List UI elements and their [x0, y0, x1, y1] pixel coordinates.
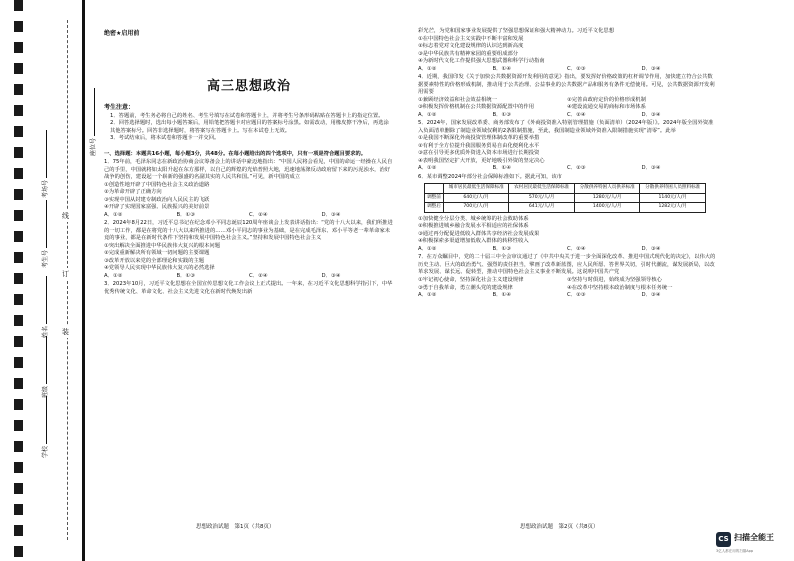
statement-item: ①兼顾经济效益和社会效益相统一	[418, 96, 497, 103]
statement-item: ②为革命开辟了正确方向	[104, 189, 162, 196]
option-b: B．①③	[492, 111, 511, 118]
option-b: B．①③	[492, 245, 511, 252]
answer-options	[418, 292, 716, 300]
table-header: 农村居民最低生活保障标准	[509, 184, 575, 194]
question-stem: 2．2024年8月22日，习近平总书记在纪念邓小平同志诞辰120周年座谈会上发表讲话指出：“党的十八大以来，我们所推进的一切工作，都是在将党的十八大以来所推进的……邓小平同志的事业为基础，是在完成毛泽东、邓小平等老一辈革命家未竟的事业，都是在新时代条件下坚持和发展中国特色社会主义。”坚持和发展中国特色社会主义	[104, 220, 393, 242]
option-d: D．③④	[641, 245, 661, 252]
statement-item: ①牢记初心使命，坚持深化社会主义建设规律	[418, 276, 524, 283]
option-c: C．②④	[567, 111, 586, 118]
table-header	[425, 184, 444, 194]
statement-item: ②积极推进城乡融合发展水平相适应的社保体系	[418, 223, 529, 230]
question-stem: 5．2024年，国家发展改革委、商务部发布了《外商投资准入特别管理措施（负面清单）（2024年版）》。2024年版全国外资准入负面清单删除了制造业领域仅剩的2条限制措施，至此，我国制造业领域外资准入限制措施实现“清零”。此举	[418, 120, 714, 134]
option-c: C．②③	[567, 65, 586, 72]
table-cell: 1282元/人/月	[640, 203, 706, 213]
statement-item: ③通过再分配促进低收入群体共享经济社会发展成果	[418, 230, 540, 237]
statement-item: ③勇于自我革命，勇立潮头党的建设规律	[418, 284, 513, 291]
left-column	[104, 104, 394, 296]
answer-options	[418, 112, 716, 120]
statement-grid	[418, 97, 716, 112]
statement-item: ③实现中国从封建专制政治向人民民主的飞跃	[104, 196, 210, 203]
binding-stripe	[14, 0, 23, 561]
statement-item: ②完成重新解决所有领域一切问题的主要课题	[104, 250, 210, 257]
class-field: 班级	[40, 336, 49, 398]
name-field: 姓名	[40, 276, 49, 338]
question-stem: 6．某市调整2024年部分社会保障标准如下。据此可知，该市	[418, 173, 562, 180]
table-cell: 1400元/人/月	[574, 203, 640, 213]
table-cell: 1140元/人/月	[640, 193, 706, 203]
cut-word-xian: 线	[62, 212, 69, 220]
option-d: D．③④	[321, 211, 341, 218]
answer-options	[418, 165, 716, 173]
option-a: A．①②	[418, 245, 437, 252]
statement-item: ①在中国特色社会主义实践中不断丰富和发展	[418, 35, 524, 42]
exam-room-field: 考场号	[40, 130, 49, 198]
table-cell: 700元/人/月	[443, 203, 509, 213]
note-item: 3．考试结束后，将本试卷和答题卡一并交回。	[110, 135, 220, 142]
answer-options	[104, 273, 394, 281]
statement-item: ①加快健全分层分类、城乡统筹的社会救助体系	[418, 215, 529, 222]
option-d: D．③④	[321, 272, 341, 279]
table-header: 分散供养特困人员照料标准	[640, 184, 706, 194]
confidential-mark: 绝密★启用前	[104, 30, 140, 37]
social-security-table	[424, 183, 706, 213]
statement-item: ③改革开放以来党的全部理论和实践的主题	[104, 257, 205, 264]
statement-item: ④表明我国坚定扩大开放，更好地吸引外资的坚定决心	[418, 157, 545, 164]
exam-title: 高三思想政治	[206, 79, 291, 94]
option-b: B．①③	[176, 211, 195, 218]
notes-heading: 考生注意：	[104, 104, 135, 111]
question-stem-cont: 彩光芒，为党和国家事业发展提供了坚强思想保证和强大精神动力。习近平文化思想	[418, 28, 614, 34]
answer-options	[104, 212, 394, 220]
page-footer-left: 思想政治试题 第1页（共8页）	[196, 524, 275, 530]
scanner-watermark	[716, 530, 790, 558]
statement-item: ①创造性地开辟了中国特色社会主义政治道路	[104, 181, 210, 188]
option-c: C．②④	[567, 245, 586, 252]
option-b: B．①④	[492, 165, 511, 172]
candidate-number-field: 考生号	[40, 200, 49, 268]
option-c: C．②④	[249, 211, 268, 218]
option-d: D．③④	[641, 292, 661, 299]
question-stem: 7．在万众瞩目中，党的二十届三中全会审议通过了《中共中央关于进一步全面深化改革、推进中国式现代化的决定》，以伟大的历史主动、巨大的政治勇气、强烈的责任担当，擘画了改革新蓝图，应人民所愿、答世界关切，引时代潮流，谋发展新局，以改革求发展、谋长远、促转型，推动中国特色社会主义事业不断发展。这说明中国共产党	[418, 254, 716, 276]
option-b: B．①③	[176, 272, 195, 279]
table-cell: 调整后	[425, 203, 444, 213]
option-d: D．③④	[641, 111, 661, 118]
answer-options	[418, 246, 716, 254]
right-column	[418, 28, 716, 300]
statement-item: ②标志着党对文化建设规律的认识达到新高度	[418, 43, 524, 50]
page-footer-right: 思想政治试题 第2页（共8页）	[520, 524, 599, 530]
statement-item: ④建设流通交易的商标和市场体系	[567, 104, 646, 111]
section-heading: 一、选择题：本题共16小题，每小题3分，共48分。在每小题给出的四个选项中，只有一项是符合题目要求的。	[104, 150, 367, 157]
table-cell: 641元/人/月	[509, 203, 575, 213]
option-c: C．②③	[567, 165, 586, 172]
seat-number-field: 座位号	[88, 88, 97, 156]
table-cell: 570元/人/月	[509, 193, 575, 203]
note-item: 1．答题前，考生务必将自己的姓名、考生号填写在试卷和答题卡上，并将考生号条形码粘贴在答题卡上的指定位置。	[110, 112, 384, 119]
statement-item: ③意在引导更多优质外资进入资本市场进行长期投资	[418, 150, 540, 157]
table-row	[425, 203, 706, 213]
binding-margin	[0, 0, 100, 561]
cut-line	[67, 20, 68, 540]
statement-item: ①突出解决全面推进中华民族伟大复兴的根本问题	[104, 242, 220, 249]
table-header: 城市居民最低生活保障标准	[443, 184, 509, 194]
statement-item: ③是中华民族共有精神家园的重要组成部分	[418, 50, 519, 57]
option-b: B．①④	[492, 65, 511, 72]
option-a: A．①②	[104, 272, 123, 279]
cut-word-ding: 订	[62, 270, 69, 278]
table-cell: 调整前	[425, 193, 444, 203]
option-a: A．①②	[418, 165, 437, 172]
watermark-tagline: 3亿人都在用的扫描App	[716, 549, 754, 553]
camscanner-icon: CS	[716, 532, 731, 547]
option-d: D．③④	[641, 165, 661, 172]
statement-item: ④积极探索多渠道增加低收入群体的转移性收入	[418, 238, 529, 245]
option-a: A．①②	[418, 65, 437, 72]
statement-item: ④党领导人民实现中华民族伟大复兴的必然选择	[104, 265, 215, 272]
question-stem: 1．75年前，毛泽东同志在新政治协商会议筹备会上的讲话中豪迈地指出：“中国人民将会看见，中国的命运一经操在人民自己的手里，中国就将如太阳升起在东方那样，以自己的辉煌的光焰普照大地，迅速地荡涤反动政府留下来的污泥浊水，治好战争的创伤，建设起一个崭新的强盛的名副其实的人民共和国。”可见，新中国的成立	[104, 159, 393, 181]
question-stem: 4．近期，我国印发《关于加快公共数据资源开发利用的意见》指出，要发挥好价格政策的杠杆调节作用，加快建立符合公共数据要素特性的价格形成机制，推动用于公共治理、公益事业的公共数据产品和服务有条件无偿使用。可见，公共数据资源开发利用需要	[418, 74, 715, 96]
table-header-row	[425, 184, 706, 194]
option-d: D．③④	[641, 65, 661, 72]
statement-item: ④为新时代文化工作提供强大思想武器和科学行动指南	[418, 58, 545, 65]
table-row	[425, 193, 706, 203]
answer-options	[418, 66, 716, 74]
statement-grid	[418, 277, 716, 292]
statement-item: ③积极发挥价格机制在公共数据资源配置中的作用	[418, 104, 534, 111]
option-c: C．②③	[567, 292, 586, 299]
option-a: A．①②	[418, 292, 437, 299]
statement-item: ②有利于全方位提升我国服务贸易自由化便利化水平	[418, 142, 540, 149]
statement-item: ②完善由政府定价的价格形成机制	[567, 96, 646, 103]
cut-word-zhuang: 装	[62, 328, 69, 336]
table-cell: 1280元/人/月	[574, 193, 640, 203]
option-a: A．①②	[418, 111, 437, 118]
statement-item: ④在改革中坚持根本政治制度与根本任务统一	[567, 284, 673, 291]
statement-item: ①是我国不断深化外商投资管理体制改革的重要举措	[418, 135, 540, 142]
option-a: A．①②	[104, 211, 123, 218]
option-c: C．②④	[249, 272, 268, 279]
watermark-app-name: 扫描全能王	[734, 533, 774, 542]
school-field: 学校	[40, 396, 49, 458]
table-cell: 640元/人/月	[443, 193, 509, 203]
binding-line	[82, 0, 85, 561]
statement-item: ②坚持与时俱进，始终成为坚强领导核心	[567, 276, 662, 283]
question-stem: 3．2023年10月，习近平文化思想在全国宣传思想文化工作会议上正式提出。一年来，在习近平文化思想科学指引下，中华优秀传统文化、革命文化、社会主义先进文化在新时代焕发出新	[104, 281, 393, 295]
statement-item: ④开辟了实现国家富强、民族振兴的美好前景	[104, 204, 210, 211]
table-header: 分散供养特困人员供养标准	[574, 184, 640, 194]
option-b: B．①④	[492, 292, 511, 299]
note-item: 2．回答选择题时，选出每小题答案后，用铅笔把答题卡对应题目的答案标号涂黑。如需改动，用橡皮擦干净后，再选涂其他答案标号。回答非选择题时，将答案写在答题卡上。写在本试卷上无效。	[110, 120, 389, 134]
